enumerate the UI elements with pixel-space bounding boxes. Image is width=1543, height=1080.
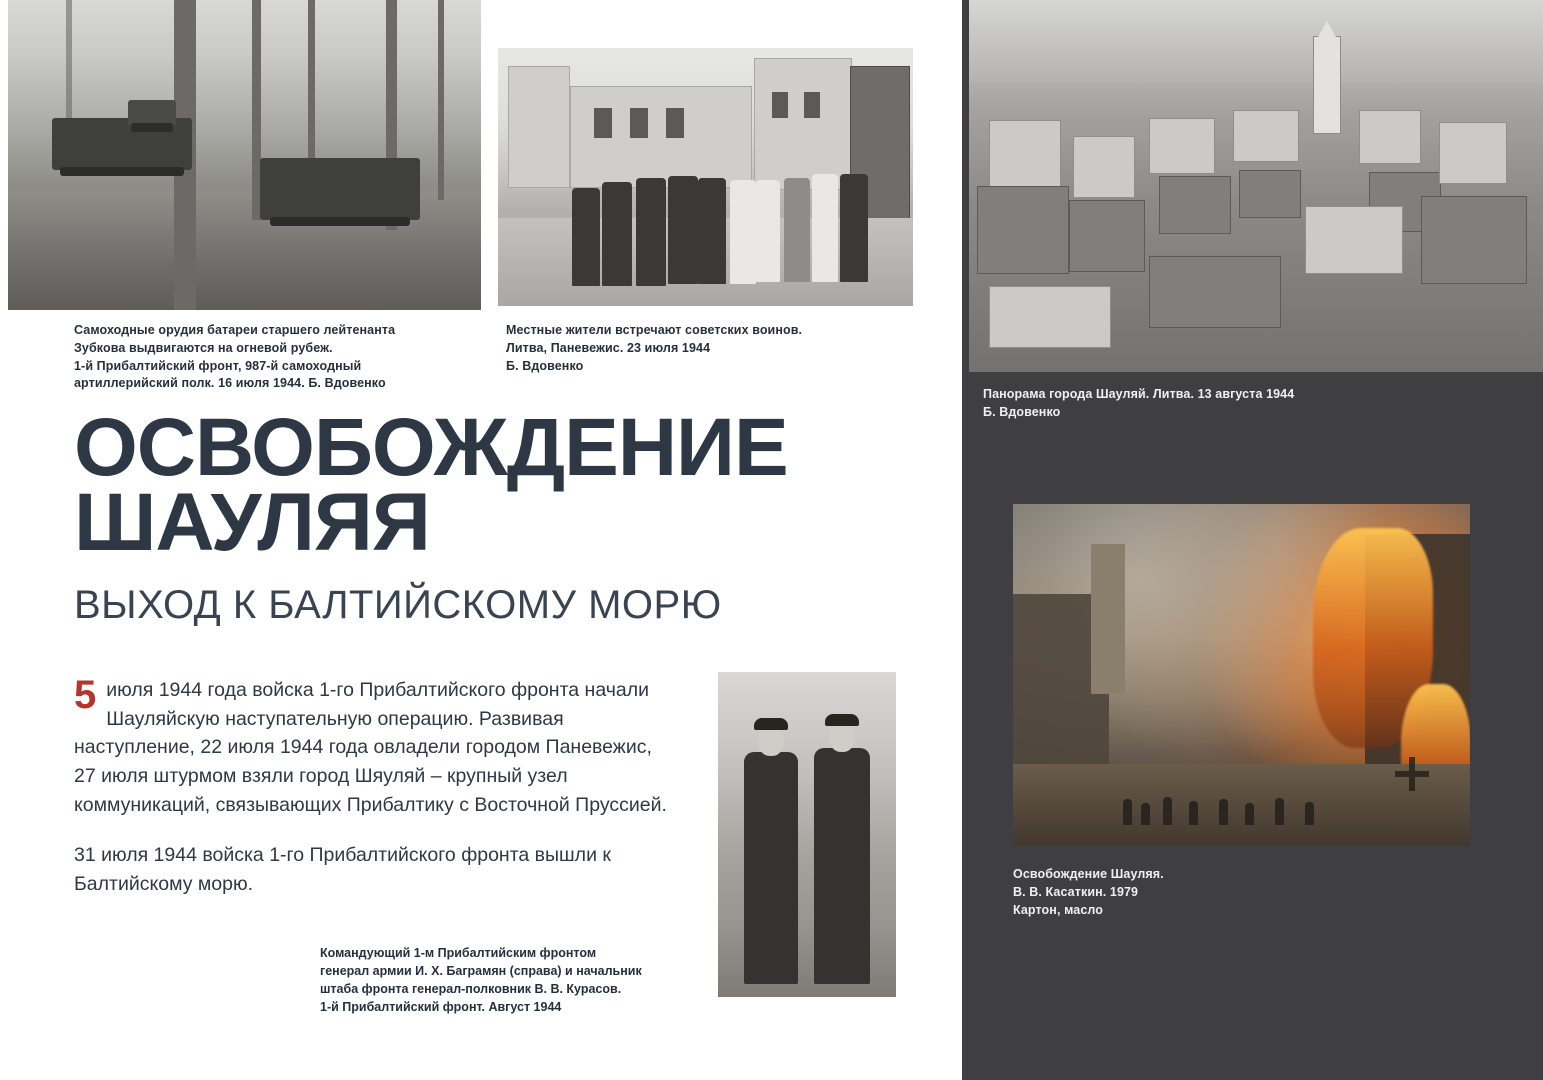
- paragraph-1-text: июля 1944 года войска 1-го Прибалтийского фронта начали Шауляйскую наступательную операцию. Развивая наступление, 22 июля 1944 года овладели городом Паневежис, 27 июля штурмом взяли город Шяуляй – крупный узел коммуникаций, связывающих Прибалтику с Восточной Пруссией.: [74, 679, 667, 816]
- caption-photo-generals: [320, 944, 720, 1017]
- paragraph-2: 31 июля 1944 войска 1-го Прибалтийского фронта вышли к Балтийскому морю.: [74, 844, 611, 895]
- painting-liberation-of-siauliai: [1013, 504, 1470, 846]
- caption-photo-self-propelled-guns: [74, 322, 395, 393]
- caption-line: артиллерийский полк. 16 июля 1944. Б. Вдовенко: [74, 376, 386, 391]
- caption-line: Зубкова выдвигаются на огневой рубеж.: [74, 340, 333, 355]
- paragraph-1: [74, 673, 674, 819]
- photo-panorama-siauliai: [969, 0, 1543, 372]
- page-title-line1: ОСВОБОЖДЕНИЕ: [74, 402, 788, 493]
- caption-line: Б. Вдовенко: [506, 358, 584, 373]
- caption-photo-panorama: [983, 386, 1294, 422]
- caption-line: 1-й Прибалтийский фронт. Август 1944: [320, 1000, 562, 1015]
- caption-line: штаба фронта генерал-полковник В. В. Курасов.: [320, 982, 622, 997]
- caption-line: Командующий 1-м Прибалтийским фронтом: [320, 946, 597, 960]
- caption-line: 1-й Прибалтийский фронт, 987-й самоходный: [74, 358, 362, 373]
- caption-line: Литва, Паневежис. 23 июля 1944: [506, 340, 711, 355]
- caption-line: Местные жители встречают советских воинов.: [506, 323, 803, 337]
- page-title-line2: ШАУЛЯЯ: [74, 477, 430, 569]
- caption-line: генерал армии И. Х. Баграмян (справа) и начальник: [320, 964, 642, 979]
- dropcap: 5: [74, 673, 97, 717]
- photo-self-propelled-guns: [8, 0, 481, 310]
- caption-line: Панорама города Шауляй. Литва. 13 августа 1944: [983, 387, 1295, 401]
- caption-line: Картон, масло: [1013, 902, 1103, 917]
- caption-line: Освобождение Шауляя.: [1013, 867, 1164, 881]
- photo-generals: [718, 672, 896, 997]
- article-body: [74, 673, 674, 921]
- caption-line: Б. Вдовенко: [983, 404, 1061, 419]
- caption-photo-locals: [506, 322, 802, 375]
- caption-painting: [1013, 866, 1164, 919]
- page-title-block: [74, 402, 934, 628]
- page-subtitle: ВЫХОД К БАЛТИЙСКОМУ МОРЮ: [74, 582, 722, 627]
- page-title: [74, 402, 934, 569]
- caption-line: Самоходные орудия батареи старшего лейтенанта: [74, 323, 396, 337]
- photo-locals-meet-soldiers: [498, 48, 913, 306]
- swastika-motif: [1395, 757, 1429, 791]
- caption-line: В. В. Касаткин. 1979: [1013, 884, 1139, 899]
